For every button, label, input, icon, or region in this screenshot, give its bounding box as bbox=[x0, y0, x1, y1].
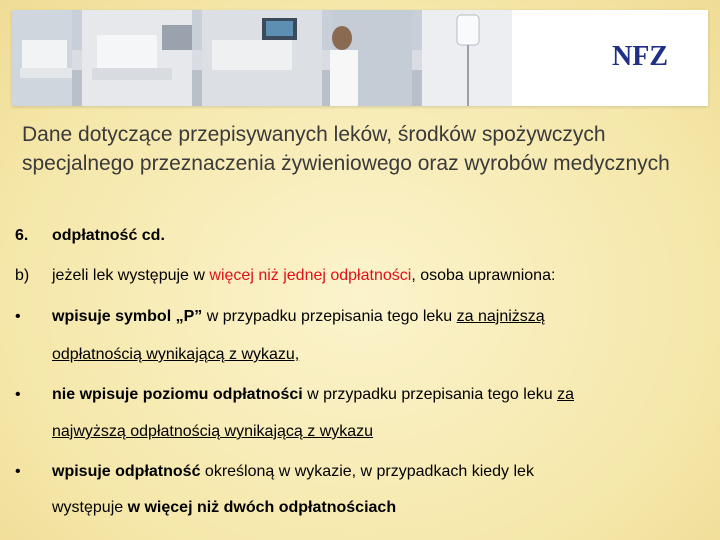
bullet-icon: • bbox=[15, 463, 21, 480]
section-number: 6. bbox=[15, 227, 29, 244]
point-b-text: jeżeli lek występuje w więcej niż jednej odpłatności, osoba uprawniona: bbox=[52, 267, 556, 284]
header-banner bbox=[12, 10, 708, 106]
bullet-1-text: wpisuje symbol „P” w przypadku przepisania tego leku za najniższą bbox=[52, 308, 545, 325]
nfz-logo bbox=[612, 40, 676, 70]
bullet-3-continuation: występuje w więcej niż dwóch odpłatnościach bbox=[52, 499, 397, 516]
bullet-3-text: wpisuje odpłatność określoną w wykazie, w przypadkach kiedy lek bbox=[52, 463, 534, 480]
point-b-marker: b) bbox=[15, 267, 30, 284]
slide-title: Dane dotyczące przepisywanych leków, środków spożywczych specjalnego przeznaczenia żywieniowego oraz wyrobów medycznych bbox=[22, 123, 670, 175]
point-b-highlight: więcej niż jednej odpłatności bbox=[209, 267, 412, 284]
bullet-1-continuation: odpłatnością wynikającą z wykazu, bbox=[52, 346, 300, 363]
section-label: odpłatność cd. bbox=[52, 227, 165, 244]
bullet-2-continuation: najwyższą odpłatnością wynikającą z wykazu bbox=[52, 423, 374, 440]
bullet-icon: • bbox=[15, 308, 21, 325]
bullet-icon: • bbox=[15, 386, 21, 403]
nfz-logo-text: NFZ bbox=[612, 41, 668, 70]
bullet-2-text: nie wpisuje poziomu odpłatności w przypadku przepisania tego leku za bbox=[52, 386, 574, 403]
hospital-photo-strip bbox=[12, 10, 512, 106]
